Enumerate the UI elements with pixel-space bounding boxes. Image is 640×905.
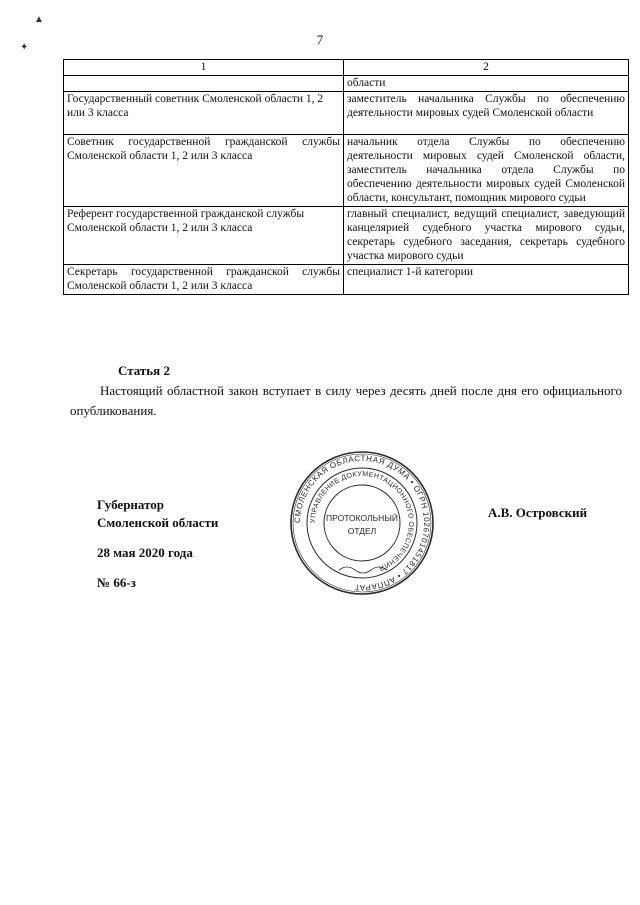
seal-inner-text: УПРАВЛЕНИЕ ДОКУМЕНТАЦИОННОГО ОБЕСПЕЧЕНИЯ bbox=[309, 470, 415, 572]
article-heading: Статья 2 bbox=[118, 363, 170, 378]
seal-center-line2: ОТДЕЛ bbox=[347, 526, 377, 536]
table-cell-position: Государственный советник Смоленской области 1, 2 или 3 класса bbox=[64, 92, 344, 135]
table-cell-position bbox=[64, 76, 344, 92]
signatory-position-line1: Губернатор bbox=[97, 497, 165, 512]
seal-center-line1: ПРОТОКОЛЬНЫЙ bbox=[326, 513, 398, 523]
law-number: № 66-з bbox=[97, 575, 136, 590]
scan-speck: ▲ bbox=[34, 14, 44, 25]
table-header-row bbox=[64, 60, 629, 76]
table-cell-position: Советник государственной гражданской службы Смоленской области 1, 2 или 3 класса bbox=[64, 135, 344, 207]
table-row bbox=[64, 265, 629, 295]
table-cell-position: Референт государственной гражданской службы Смоленской области 1, 2 или 3 класса bbox=[64, 207, 344, 265]
table-row bbox=[64, 76, 629, 92]
article-text: Настоящий областной закон вступает в силу через десять дней после дня его официального опубликования. bbox=[70, 383, 622, 418]
signatory-position-line2: Смоленской области bbox=[97, 515, 219, 530]
table-cell-post: начальник отдела Службы по обеспечению деятельности мировых судей Смоленской области, заместитель начальника отдела Службы по обеспечению деятельности мировых судей Смоленской области, консультант, помощник мирового судьи bbox=[344, 135, 629, 207]
signatory-name: А.В. Островский bbox=[488, 505, 588, 520]
official-seal-stamp bbox=[287, 448, 437, 598]
column-header-1: 1 bbox=[64, 60, 344, 76]
table-cell-position: Секретарь государственной гражданской службы Смоленской области 1, 2 или 3 класса bbox=[64, 265, 344, 295]
law-date: 28 мая 2020 года bbox=[97, 545, 193, 560]
table-cell-post: заместитель начальника Службы по обеспечению деятельности мировых судей Смоленской области bbox=[344, 92, 629, 135]
signatory-position bbox=[97, 496, 218, 532]
table-row bbox=[64, 135, 629, 207]
page-number: 7 bbox=[316, 32, 324, 47]
table-cell-post: области bbox=[344, 76, 629, 92]
table-row bbox=[64, 207, 629, 265]
table-row bbox=[64, 92, 629, 135]
scan-speck: ✦ bbox=[20, 42, 29, 53]
table-cell-post: главный специалист, ведущий специалист, заведующий канцелярией судебного участка мирового судьи, секретарь судебного заседания, секретарь судебного участка мирового судьи bbox=[344, 207, 629, 265]
positions-table bbox=[63, 59, 629, 295]
column-header-2: 2 bbox=[344, 60, 629, 76]
table-cell-post: специалист 1-й категории bbox=[344, 265, 629, 295]
seal-outer-text: СМОЛЕНСКАЯ ОБЛАСТНАЯ ДУМА • ОГРН 1026701451817 • АППАРАТ bbox=[292, 453, 432, 593]
seal-inner-ring bbox=[324, 485, 400, 561]
